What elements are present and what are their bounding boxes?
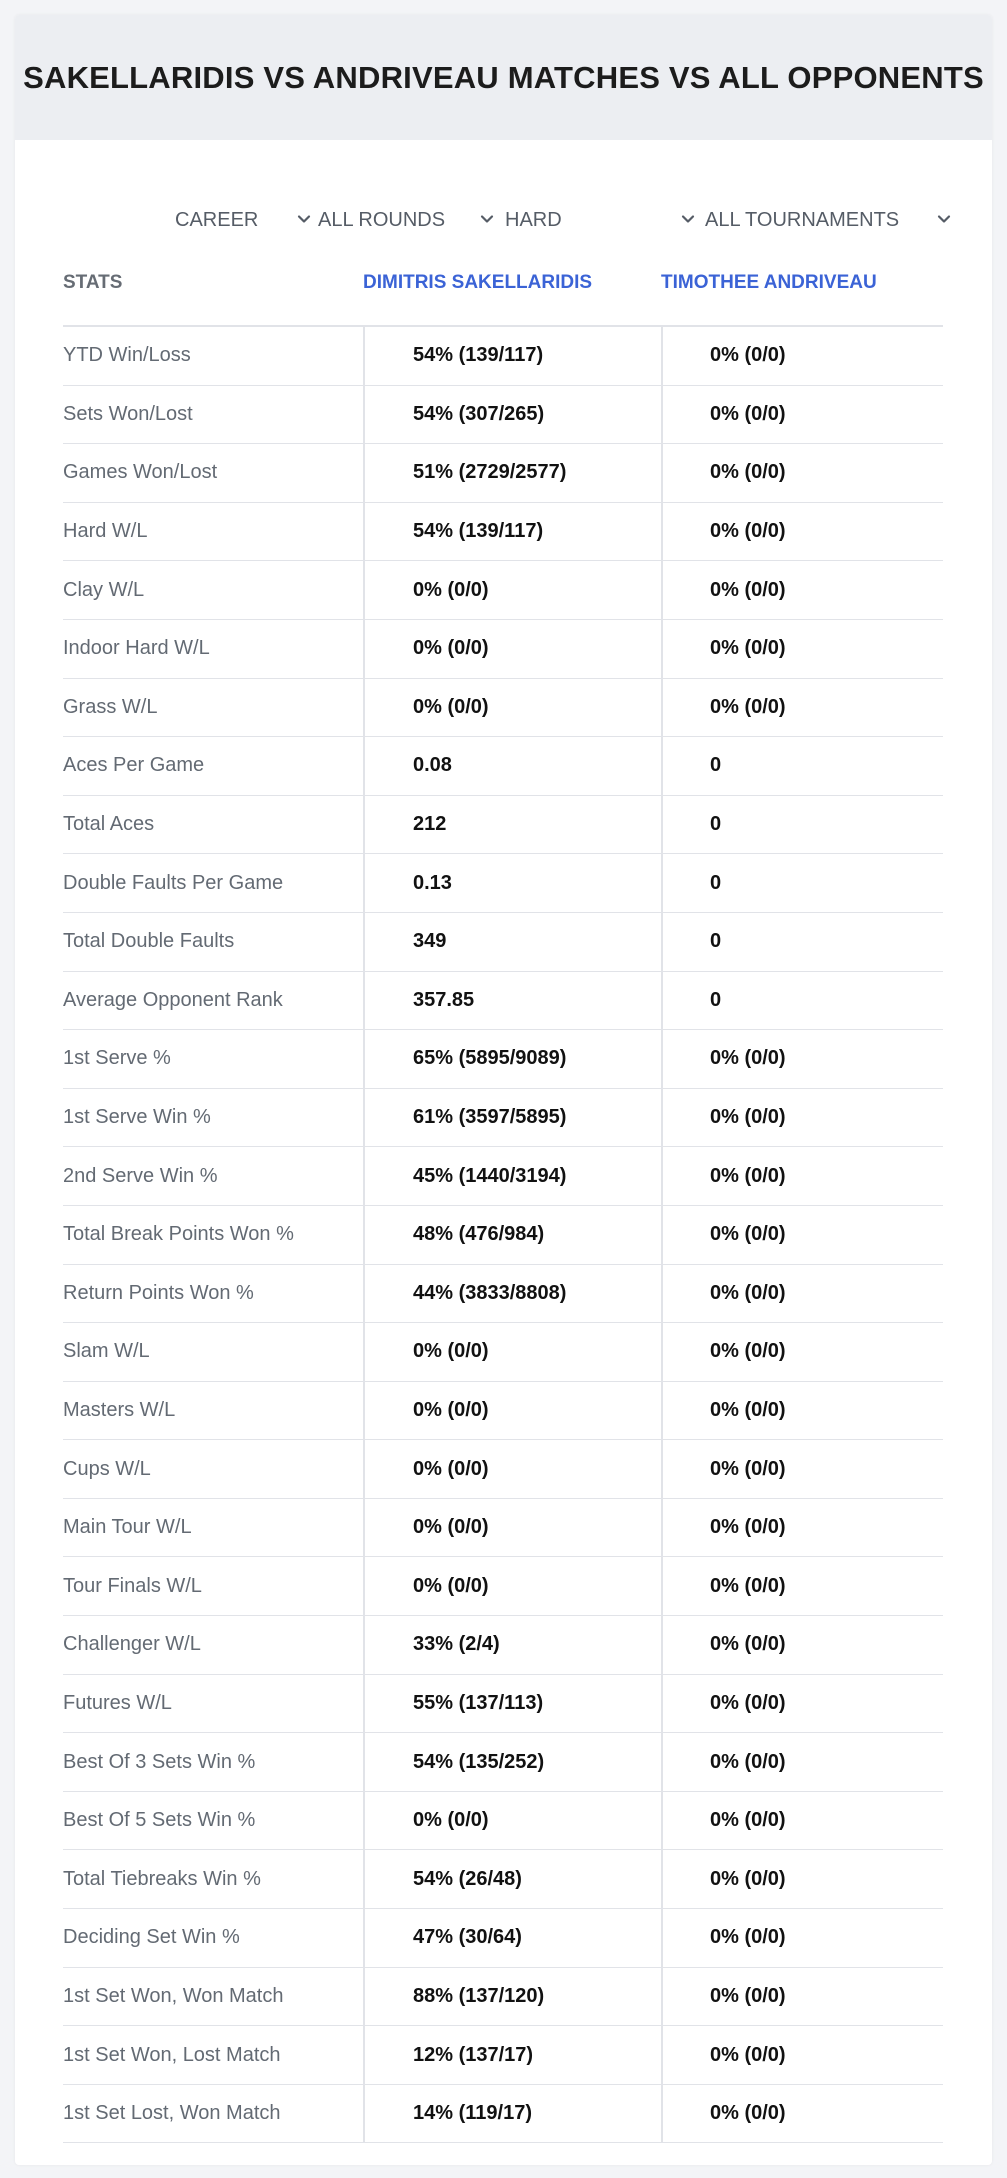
player2-value: 0% (0/0): [661, 1557, 943, 1615]
table-row: [63, 620, 943, 679]
table-row: [63, 1089, 943, 1148]
stat-label: Best Of 5 Sets Win %: [63, 1809, 256, 1832]
table-row: [63, 1909, 943, 1968]
stats-table-header: [63, 255, 943, 327]
stats-column-header: STATS: [63, 271, 123, 293]
table-row: [63, 2026, 943, 2085]
stat-label: Futures W/L: [63, 1691, 172, 1714]
stat-label: 1st Set Won, Lost Match: [63, 2043, 281, 2066]
table-row: [63, 1557, 943, 1616]
chevron-down-icon: [937, 212, 951, 226]
player2-value: 0% (0/0): [661, 1675, 943, 1733]
player2-value: 0% (0/0): [661, 1968, 943, 2026]
table-row: [63, 1382, 943, 1441]
period-select[interactable]: [175, 190, 315, 250]
player1-value: 48% (476/984): [363, 1206, 661, 1264]
player1-value: 33% (2/4): [363, 1616, 661, 1674]
stat-label: Best Of 3 Sets Win %: [63, 1750, 256, 1773]
period-select-value: CAREER: [175, 208, 259, 231]
stat-label: Double Faults Per Game: [63, 871, 284, 894]
player2-value: 0: [661, 972, 943, 1030]
player1-value: 0.13: [363, 854, 661, 912]
stat-label: Slam W/L: [63, 1340, 150, 1363]
table-row: [63, 1206, 943, 1265]
player2-column-header[interactable]: TIMOTHEE ANDRIVEAU: [661, 271, 877, 293]
filter-bar: [15, 190, 992, 250]
player1-value: 54% (26/48): [363, 1850, 661, 1908]
stat-label: Grass W/L: [63, 695, 158, 718]
stat-label: Average Opponent Rank: [63, 988, 283, 1011]
rounds-select-value: ALL ROUNDS: [318, 208, 446, 231]
tournaments-select-value: ALL TOURNAMENTS: [705, 208, 900, 231]
table-row: [63, 2085, 943, 2144]
stats-table-body: [63, 327, 943, 2143]
player2-value: 0% (0/0): [661, 1499, 943, 1557]
stat-label: Return Points Won %: [63, 1281, 254, 1304]
player1-value: 61% (3597/5895): [363, 1089, 661, 1147]
stat-label: Tour Finals W/L: [63, 1574, 202, 1597]
player1-column-header[interactable]: DIMITRIS SAKELLARIDIS: [363, 271, 593, 293]
table-row: [63, 913, 943, 972]
table-row: [63, 1968, 943, 2027]
player2-value: 0% (0/0): [661, 1616, 943, 1674]
player2-value: 0% (0/0): [661, 1850, 943, 1908]
player2-value: 0% (0/0): [661, 503, 943, 561]
table-row: [63, 386, 943, 445]
player2-value: 0% (0/0): [661, 561, 943, 619]
table-row: [63, 679, 943, 738]
player1-value: 12% (137/17): [363, 2026, 661, 2084]
player1-value: 349: [363, 913, 661, 971]
table-row: [63, 1850, 943, 1909]
table-row: [63, 796, 943, 855]
player2-value: 0% (0/0): [661, 2085, 943, 2143]
player1-value: 0% (0/0): [363, 1792, 661, 1850]
stat-label: Clay W/L: [63, 578, 145, 601]
player2-value: 0% (0/0): [661, 679, 943, 737]
stat-label: 2nd Serve Win %: [63, 1164, 218, 1187]
player1-value: 55% (137/113): [363, 1675, 661, 1733]
table-row: [63, 1792, 943, 1851]
player2-value: 0% (0/0): [661, 1382, 943, 1440]
player1-value: 14% (119/17): [363, 2085, 661, 2143]
player2-value: 0% (0/0): [661, 1147, 943, 1205]
player1-value: 88% (137/120): [363, 1968, 661, 2026]
table-row: [63, 854, 943, 913]
player2-value: 0% (0/0): [661, 1323, 943, 1381]
player1-value: 0.08: [363, 737, 661, 795]
table-row: [63, 1499, 943, 1558]
player1-value: 0% (0/0): [363, 679, 661, 737]
table-row: [63, 503, 943, 562]
player1-value: 44% (3833/8808): [363, 1265, 661, 1323]
player1-value: 54% (139/117): [363, 503, 661, 561]
stat-label: Total Double Faults: [63, 930, 235, 953]
player2-value: 0% (0/0): [661, 1440, 943, 1498]
rounds-select[interactable]: [318, 190, 500, 250]
player2-value: 0: [661, 913, 943, 971]
stat-label: Total Break Points Won %: [63, 1223, 294, 1246]
stat-label: Indoor Hard W/L: [63, 637, 210, 660]
table-row: [63, 1147, 943, 1206]
player2-value: 0% (0/0): [661, 620, 943, 678]
player1-value: 54% (135/252): [363, 1733, 661, 1791]
table-row: [63, 444, 943, 503]
player2-value: 0% (0/0): [661, 1206, 943, 1264]
chevron-down-icon: [681, 212, 695, 226]
stat-label: Total Aces: [63, 813, 155, 836]
stat-label: Masters W/L: [63, 1398, 176, 1421]
stat-label: 1st Serve Win %: [63, 1106, 211, 1129]
stat-label: 1st Serve %: [63, 1047, 171, 1070]
player2-value: 0% (0/0): [661, 2026, 943, 2084]
stat-label: Total Tiebreaks Win %: [63, 1867, 261, 1890]
stat-label: Deciding Set Win %: [63, 1926, 240, 1949]
player2-value: 0: [661, 737, 943, 795]
stat-label: Main Tour W/L: [63, 1516, 192, 1539]
table-row: [63, 1616, 943, 1675]
stat-label: Sets Won/Lost: [63, 402, 193, 425]
table-row: [63, 1265, 943, 1324]
chevron-down-icon: [297, 212, 311, 226]
stat-label: 1st Set Lost, Won Match: [63, 2102, 281, 2125]
page-header: [15, 15, 992, 140]
player1-value: 0% (0/0): [363, 1382, 661, 1440]
stat-label: Hard W/L: [63, 520, 148, 543]
surface-select-value: HARD: [505, 208, 562, 231]
player1-value: 51% (2729/2577): [363, 444, 661, 502]
player1-value: 0% (0/0): [363, 561, 661, 619]
player2-value: 0% (0/0): [661, 1030, 943, 1088]
player2-value: 0% (0/0): [661, 1265, 943, 1323]
player1-value: 65% (5895/9089): [363, 1030, 661, 1088]
player1-value: 0% (0/0): [363, 1499, 661, 1557]
player2-value: 0: [661, 796, 943, 854]
chevron-down-icon: [480, 212, 494, 226]
stats-card: [15, 15, 992, 2165]
player2-value: 0% (0/0): [661, 1792, 943, 1850]
stat-label: Challenger W/L: [63, 1633, 201, 1656]
table-row: [63, 972, 943, 1031]
player1-value: 357.85: [363, 972, 661, 1030]
player1-value: 47% (30/64): [363, 1909, 661, 1967]
player1-value: 54% (139/117): [363, 327, 661, 385]
stat-label: Cups W/L: [63, 1457, 151, 1480]
tournaments-select[interactable]: [705, 190, 955, 250]
table-row: [63, 561, 943, 620]
page-title: SAKELLARIDIS VS ANDRIVEAU MATCHES VS ALL OPPONENTS: [23, 59, 984, 95]
player2-value: 0% (0/0): [661, 1909, 943, 1967]
player2-value: 0% (0/0): [661, 1089, 943, 1147]
player1-value: 212: [363, 796, 661, 854]
player2-value: 0% (0/0): [661, 1733, 943, 1791]
player1-value: 0% (0/0): [363, 1557, 661, 1615]
table-row: [63, 1440, 943, 1499]
stat-label: Games Won/Lost: [63, 461, 218, 484]
stat-label: Aces Per Game: [63, 754, 205, 777]
surface-select[interactable]: [505, 190, 699, 250]
player2-value: 0% (0/0): [661, 386, 943, 444]
table-row: [63, 327, 943, 386]
table-row: [63, 1030, 943, 1089]
table-row: [63, 737, 943, 796]
player1-value: 0% (0/0): [363, 1440, 661, 1498]
player2-value: 0% (0/0): [661, 327, 943, 385]
player1-value: 54% (307/265): [363, 386, 661, 444]
table-row: [63, 1675, 943, 1734]
player2-value: 0: [661, 854, 943, 912]
player1-value: 0% (0/0): [363, 1323, 661, 1381]
stat-label: YTD Win/Loss: [63, 344, 191, 367]
player1-value: 45% (1440/3194): [363, 1147, 661, 1205]
table-row: [63, 1323, 943, 1382]
table-row: [63, 1733, 943, 1792]
player1-value: 0% (0/0): [363, 620, 661, 678]
player2-value: 0% (0/0): [661, 444, 943, 502]
stat-label: 1st Set Won, Won Match: [63, 1984, 284, 2007]
